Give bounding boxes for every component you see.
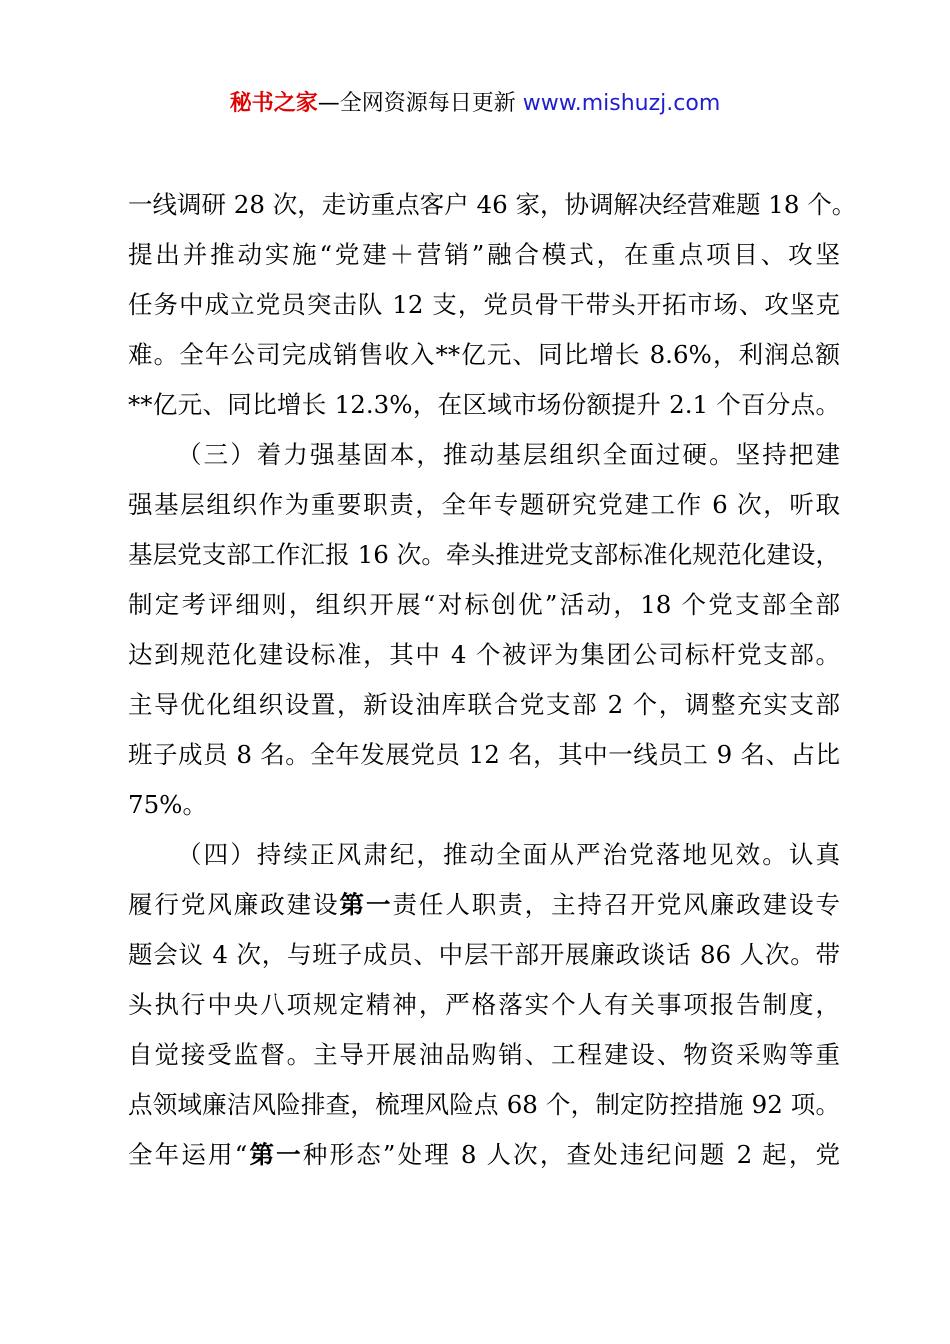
- body-line: 主导优化组织设置，新设油库联合党支部 2 个，调整充实支部: [128, 690, 840, 719]
- body-line: 达到规范化建设标准，其中 4 个被评为集团公司标杆党支部。: [128, 640, 840, 669]
- line-text: 种形态”处理 8 人次，查处违纪问题 2 起，党: [302, 1140, 841, 1169]
- body-line: 题会议 4 次，与班子成员、中层干部开展廉政谈话 86 人次。带: [128, 940, 840, 969]
- line-text: 责任人职责，主持召开党风廉政建设专: [392, 890, 841, 919]
- document-body: [128, 180, 857, 1180]
- brand-name: 秘书之家: [229, 91, 318, 116]
- body-line: 基层党支部工作汇报 16 次。牵头推进党支部标准化规范化建设，: [128, 540, 840, 569]
- section-heading-line: （三）着力强基固本，推动基层组织全面过硬。坚持把建: [177, 440, 840, 469]
- body-line: 头执行中央八项规定精神，严格落实个人有关事项报告制度，: [128, 990, 840, 1019]
- body-line: 强基层组织作为重要职责，全年专题研究党建工作 6 次，听取: [128, 490, 840, 519]
- body-line-with-bold: [128, 880, 840, 930]
- body-line: 75%。: [128, 790, 207, 819]
- body-line: 班子成员 8 名。全年发展党员 12 名，其中一线员工 9 名、占比: [128, 740, 840, 769]
- body-line: **亿元、同比增长 12.3%，在区域市场份额提升 2.1 个百分点。: [128, 390, 840, 419]
- body-line: 提出并推动实施“党建＋营销”融合模式，在重点项目、攻坚: [128, 240, 840, 269]
- header-tagline: —全网资源每日更新: [317, 91, 523, 116]
- site-header: [0, 86, 950, 122]
- bold-text: 第一: [339, 890, 393, 919]
- line-text: 全年运用“: [128, 1140, 248, 1169]
- body-line: 制定考评细则，组织开展“对标创优”活动，18 个党支部全部: [128, 590, 840, 619]
- body-line: 点领域廉洁风险排查，梳理风险点 68 个，制定防控措施 92 项。: [128, 1090, 840, 1119]
- body-line-with-bold: [128, 1130, 840, 1180]
- site-url[interactable]: www.mishuzj.com: [522, 91, 721, 116]
- body-line: 自觉接受监督。主导开展油品购销、工程建设、物资采购等重: [128, 1040, 840, 1069]
- body-line: 一线调研 28 次，走访重点客户 46 家，协调解决经营难题 18 个。: [128, 190, 857, 219]
- line-text: 履行党风廉政建设: [128, 890, 340, 919]
- body-line: 难。全年公司完成销售收入**亿元、同比增长 8.6%，利润总额: [128, 340, 840, 369]
- section-heading-line: （四）持续正风肃纪，推动全面从严治党落地见效。认真: [177, 840, 840, 869]
- bold-text: 第一: [247, 1140, 303, 1169]
- body-line: 任务中成立党员突击队 12 支，党员骨干带头开拓市场、攻坚克: [128, 290, 840, 319]
